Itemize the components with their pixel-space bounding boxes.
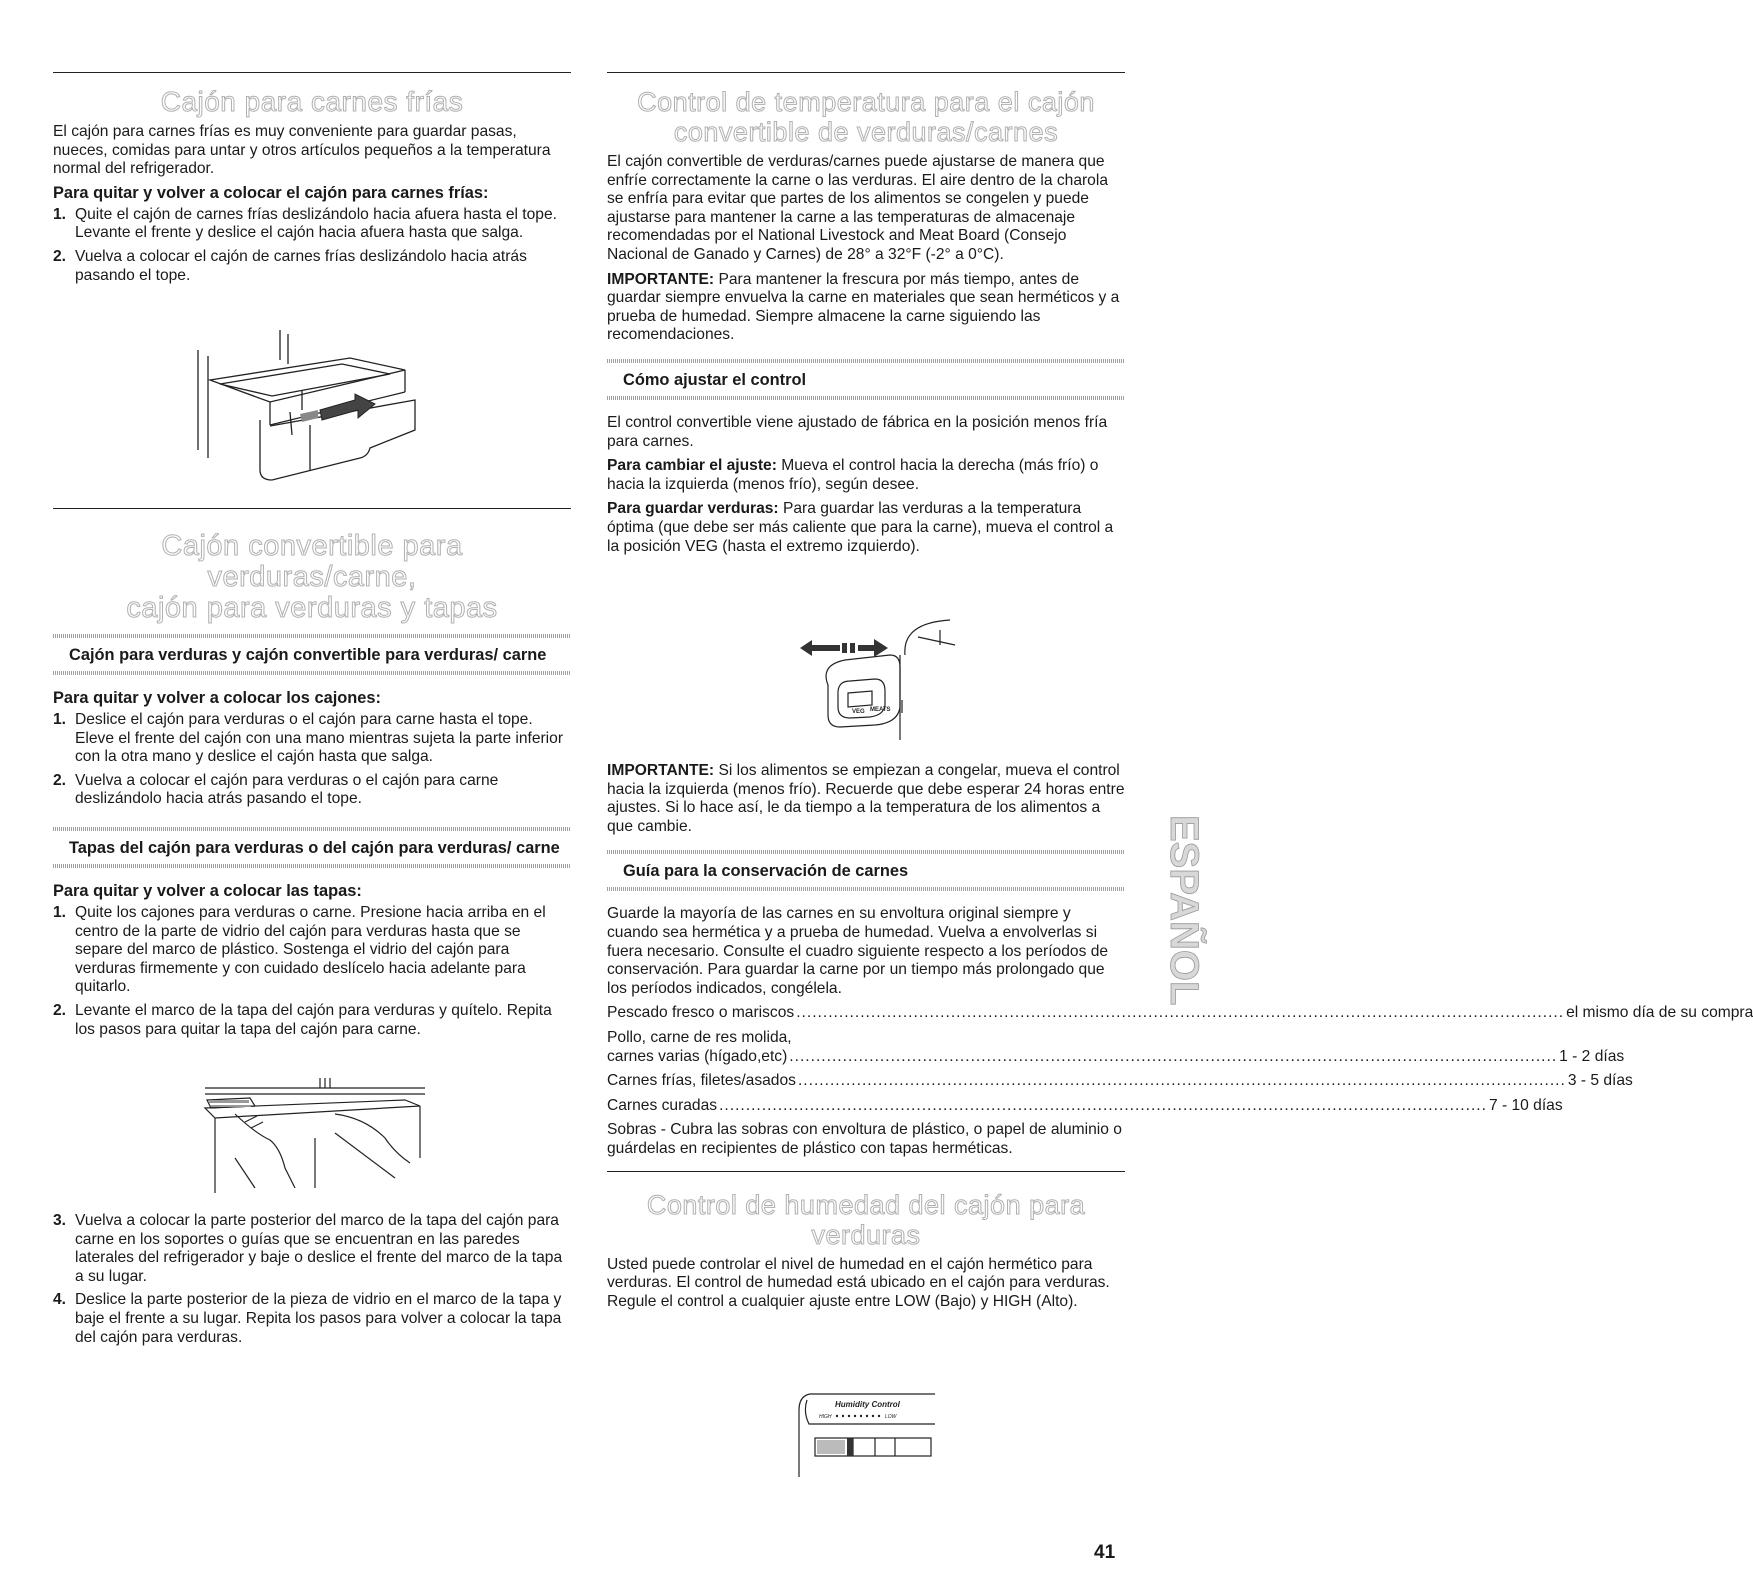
change-setting: Para cambiar el ajuste: Mueva el control hacia la derecha (más frío) o hacia la izquierda (menos frío), según desee. — [607, 457, 1099, 493]
deli-subhead: Para quitar y volver a colocar el cajón para carnes frías: — [53, 183, 489, 202]
humidity-control-illustration — [795, 1392, 945, 1477]
crisper-section — [53, 508, 571, 1044]
humidity-low-label: LOW — [885, 1414, 897, 1420]
side-tab-text: ESPAÑOL — [1162, 815, 1206, 1006]
meat-guide-title: Guía para la conservación de carnes — [623, 862, 909, 881]
covers-subhead: Para quitar y volver a colocar las tapas: — [53, 881, 362, 900]
dotted-rule — [607, 359, 1125, 363]
temp-important-2: IMPORTANTE: Si los alimentos se empiezan a congelar, mueva el control hacia la izquierda (menos frío). Recuerde que debe esperar 24 horas entre ajustes. Si lo hace así, le da tiempo a la temperatura de los alimentos a que cambie. — [607, 762, 1125, 835]
list-item: 3. Vuelva a colocar la parte posterior del marco de la tapa del cajón para carne en los soportes o guías que se encuentran en las paredes laterales del refrigerador y baje o deslice el frente del marco de la tapa a su lugar. — [53, 1212, 563, 1285]
temp-intro: El cajón convertible de verduras/carnes puede ajustarse de manera que enfríe correctamente la carne o las verduras. El aire dentro de la charola se enfría para evitar que partes de los alimentos se congelen y puede ajustarse para mantener la carne a las temperaturas de almacenaje recomendadas por el National Livestock and Meat Board (Consejo Nacional de Ganado y Carnes) de 28° a 32°F (-2° a 0°C). — [607, 153, 1108, 263]
deli-steps — [53, 206, 571, 285]
deli-drawer-illustration — [190, 330, 430, 490]
dotted-rule — [53, 864, 571, 868]
humidity-intro: Usted puede controlar el nivel de humedad en el cajón hermético para verduras. El control de humedad está ubicado en el cajón para verduras. Regule el control a cualquier ajuste entre LOW (Bajo) y HIGH (Alto). — [607, 1255, 1110, 1310]
crisper-subhead: Para quitar y volver a colocar los cajones: — [53, 689, 381, 707]
covers-steps-a — [53, 904, 571, 1039]
dotted-rule — [607, 850, 1125, 854]
crisper-cover-illustration — [195, 1078, 435, 1198]
dotted-rule — [53, 827, 571, 831]
page-number: 41 — [1094, 1542, 1116, 1563]
table-row: carnes varias (hígado,etc) ..... 1 - 2 días — [607, 1048, 1125, 1067]
dotted-rule — [607, 887, 1125, 891]
table-row: Carnes curadas ..... 7 - 10 días — [607, 1097, 1125, 1116]
list-item: 2. Vuelva a colocar el cajón para verduras o el cajón para carne deslizándolo hacia atrás pasando el tope. — [53, 771, 499, 808]
leftovers-text: Sobras - Cubra las sobras con envoltura de plástico, o papel de aluminio o guárdelas en recipientes de plástico con tapas herméticas. — [607, 1121, 1122, 1157]
list-item: 1. Deslice el cajón para verduras o el cajón para carne hasta el tope. Eleve el frente del cajón con una mano mientras sujeta la parte inferior con la otra mano y deslice el cajón hasta que salga. — [53, 711, 564, 766]
section-rule — [607, 1171, 1125, 1172]
temp-important: IMPORTANTE: Para mantener la frescura por más tiempo, antes de guardar siempre envuelva la carne en materiales que sean herméticos y a prueba de humedad. Siempre almacene la carne siguiendo las recomendaciones. — [607, 270, 1120, 344]
section-rule — [53, 508, 571, 509]
table-row: Pescado fresco o mariscos ..... el mismo día de su compra — [607, 1004, 1125, 1023]
language-side-tab — [1137, 815, 1206, 1006]
list-item: 1. Quite el cajón de carnes frías deslizándolo hacia afuera hasta el tope. Levante el frente y deslice el cajón hacia afuera hasta que salga. — [53, 205, 557, 242]
adjust-p1: El control convertible viene ajustado de fábrica en la posición menos fría para carnes. — [607, 413, 1108, 450]
dotted-rule — [53, 634, 571, 638]
section-title-crisper: Cajón convertible para verduras/carne, cajón para verduras y tapas — [126, 530, 498, 624]
store-veg: Para guardar verduras: Para guardar las verduras a la temperatura óptima (que debe ser más caliente que para la carne), mueva el control a la posición VEG (hasta el extremo izquierdo). — [607, 500, 1114, 555]
right-column — [607, 0, 1125, 556]
crisper-subsection-title: Cajón para verduras y cajón convertible para verduras/ carne — [69, 646, 547, 664]
list-item: 2. Vuelva a colocar el cajón de carnes frías deslizándolo hacia atrás pasando el tope. — [53, 247, 527, 284]
deli-intro: El cajón para carnes frías es muy conveniente para guardar pasas, nueces, comidas para untar y otros artículos pequeños a la temperatura normal del refrigerador. — [53, 123, 551, 178]
humidity-scale-dots — [836, 1415, 880, 1417]
left-column — [53, 0, 571, 290]
list-item: 2. Levante el marco de la tapa del cajón para verduras y quítelo. Repita los pasos para quitar la tapa del cajón para carne. — [53, 1001, 552, 1038]
covers-subsection-title: Tapas del cajón para verduras o del cajón para verduras/ carne — [69, 838, 560, 857]
covers-steps-b — [53, 1212, 571, 1347]
dial-meats-label: MEATS — [870, 707, 891, 713]
dotted-rule — [53, 671, 571, 675]
meat-guide-intro: Guarde la mayoría de las carnes en su envoltura original siempre y cuando sea hermética y a prueba de humedad. Vuelva a envolverlas si fuera necesario. Consulte el cuadro siguiente respecto a los períodos de conservación. Para guardar la carne por un tiempo más prolongado que los períodos indicados, congélela. — [607, 905, 1109, 997]
dotted-rule — [607, 396, 1125, 400]
table-row: Pollo, carne de res molida, — [607, 1028, 792, 1046]
list-item: 4. Deslice la parte posterior de la pieza de vidrio en el marco de la tapa y baje el frente a su lugar. Repita los pasos para volver a colocar la tapa del cajón para verduras. — [53, 1291, 562, 1346]
section-title-temp-control: Control de temperatura para el cajón convertible de verduras/carnes — [637, 87, 1095, 147]
crisper-steps — [53, 711, 571, 809]
section-title-deli-drawer: Cajón para carnes frías — [160, 86, 464, 117]
section-rule — [607, 72, 1125, 73]
humidity-high-label: HIGH — [819, 1414, 832, 1420]
section-rule — [53, 72, 571, 73]
meat-guide-table — [607, 1004, 1753, 1115]
list-item: 1. Quite los cajones para verduras o carne. Presione hacia arriba en el centro de la parte de vidrio del cajón para verduras hasta que se separe del marco de plástico. Sostenga el vidrio del cajón para verduras firmemente y con cuidado deslícelo hacia adelante para quitarlo. — [53, 903, 546, 996]
temperature-dial-illustration — [790, 615, 960, 740]
dial-veg-label: VEG — [852, 709, 865, 715]
adjust-control-title: Cómo ajustar el control — [623, 370, 807, 389]
section-title-humidity: Control de humedad del cajón para verduras — [646, 1189, 1086, 1250]
table-row: Carnes frías, filetes/asados ..... 3 - 5 días — [607, 1072, 1125, 1091]
humidity-control-label: Humidity Control — [835, 1400, 900, 1409]
covers-steps-b-wrap — [53, 1212, 571, 1352]
